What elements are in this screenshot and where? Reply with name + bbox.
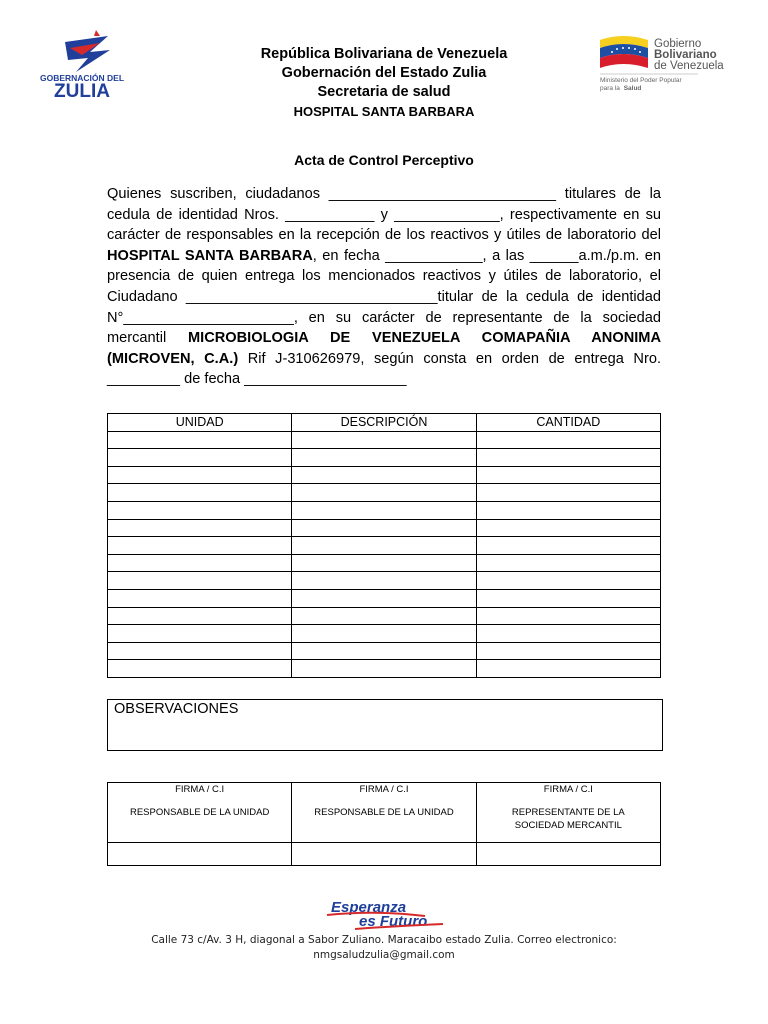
body-text-part1: Quienes suscriben, ciudadanos ____________________________ titulares de la cedula de identidad Nros. ___________ y _____________, respectivamente en su carácter de responsables en la recepción de los reactivos y útiles de laboratorio del [107, 186, 661, 244]
table-cell[interactable] [292, 589, 476, 607]
table-cell[interactable] [476, 642, 660, 660]
header-descripcion: DESCRIPCIÓN [292, 414, 476, 432]
items-body [108, 431, 661, 677]
table-cell[interactable] [476, 572, 660, 590]
body-company-name: MICROBIOLOGIA DE VENEZUELA COMAPAÑIA ANONIMA (MICROVEN, C.A.) [107, 330, 661, 367]
signature-role-label: RESPONSABLE DE LA UNIDAD [314, 807, 454, 818]
footer-address [0, 933, 768, 963]
footer-logo-line1: Esperanza [331, 899, 407, 916]
table-row [108, 625, 661, 643]
table-cell[interactable] [108, 554, 292, 572]
table-row [108, 660, 661, 678]
table-cell[interactable] [108, 607, 292, 625]
table-row [108, 572, 661, 590]
signature-role-label: RESPONSABLE DE LA UNIDAD [129, 807, 270, 818]
table-cell[interactable] [476, 607, 660, 625]
table-cell[interactable] [476, 554, 660, 572]
table-cell[interactable] [292, 642, 476, 660]
table-cell[interactable] [476, 660, 660, 678]
logo-right-line2: Bolivariano [654, 49, 717, 61]
body-hospital-name: HOSPITAL SANTA BARBARA [107, 247, 313, 264]
table-row [108, 607, 661, 625]
table-cell[interactable] [108, 537, 292, 555]
table-cell[interactable] [108, 484, 292, 502]
footer-email: nmgsaludzulia@gmail.com [313, 949, 455, 961]
venezuela-flag-icon [600, 36, 648, 68]
footer-logo-line2: es Futuro [359, 913, 428, 930]
table-cell[interactable] [476, 519, 660, 537]
signature-blank-row [108, 843, 661, 866]
table-cell[interactable] [108, 449, 292, 467]
table-row [108, 501, 661, 519]
table-cell[interactable] [476, 431, 660, 449]
esperanza-futuro-logo [325, 896, 447, 932]
table-cell[interactable] [292, 501, 476, 519]
table-cell[interactable] [108, 625, 292, 643]
signature-cell-1 [108, 783, 292, 843]
logo-right-line6: Salud [623, 85, 642, 92]
signature-space[interactable] [292, 843, 476, 866]
signature-space[interactable] [108, 843, 292, 866]
table-cell[interactable] [292, 519, 476, 537]
gobernacion-zulia-logo [30, 28, 135, 100]
table-cell[interactable] [108, 431, 292, 449]
table-cell[interactable] [476, 501, 660, 519]
table-row [108, 484, 661, 502]
header-gobernacion: Gobernación del Estado Zulia [281, 65, 487, 81]
header-cantidad: CANTIDAD [476, 414, 660, 432]
signature-label-row [108, 783, 661, 843]
table-cell[interactable] [292, 572, 476, 590]
observations-box[interactable] [107, 699, 663, 751]
observations-label: OBSERVACIONES [114, 701, 239, 717]
svg-text:para la Salud [600, 85, 641, 92]
signature-firma-label: FIRMA / C.I [359, 784, 409, 795]
table-cell[interactable] [292, 466, 476, 484]
items-header-row [108, 414, 661, 432]
document-title: Acta de Control Perceptivo [294, 152, 474, 168]
table-cell[interactable] [292, 449, 476, 467]
items-table [107, 413, 661, 678]
table-cell[interactable] [476, 466, 660, 484]
table-cell[interactable] [108, 589, 292, 607]
signature-space[interactable] [476, 843, 660, 866]
gobierno-bolivariano-logo [598, 32, 758, 94]
signatures-table [107, 782, 661, 866]
table-cell[interactable] [292, 537, 476, 555]
table-row [108, 554, 661, 572]
logo-right-line3: de Venezuela [654, 60, 724, 72]
header-unidad: UNIDAD [108, 414, 292, 432]
signature-firma-label: FIRMA / C.I [175, 784, 225, 795]
body-text-part3: Rif J-310626979, según consta en orden de entrega Nro. _________ de fecha ____________________ [107, 350, 662, 388]
header-secretaria: Secretaria de salud [317, 84, 451, 100]
body-text-part2: , en fecha ____________, a las ______a.m./p.m. en presencia de quien entrega los mencionados reactivos y útiles de laboratorio, el Ciudadano _______________________________titular de la cedula de identidad N°_____________________, en su carácter de representante de la sociedad mercantil [107, 247, 661, 347]
signature-role-label: REPRESENTANTE DE LA SOCIEDAD MERCANTIL [511, 807, 625, 831]
footer-address-line: Calle 73 c/Av. 3 H, diagonal a Sabor Zuliano. Maracaibo estado Zulia. Correo electronico: [151, 934, 617, 946]
table-cell[interactable] [292, 625, 476, 643]
body-paragraph [107, 184, 661, 390]
table-row [108, 431, 661, 449]
table-row [108, 519, 661, 537]
table-cell[interactable] [476, 589, 660, 607]
logo-right-line1: Gobierno [654, 38, 702, 50]
header-republica: República Bolivariana de Venezuela [260, 46, 508, 62]
logo-left-line2: ZULIA [54, 81, 110, 100]
table-cell[interactable] [292, 660, 476, 678]
table-cell[interactable] [476, 625, 660, 643]
table-cell[interactable] [108, 642, 292, 660]
table-cell[interactable] [108, 660, 292, 678]
table-row [108, 466, 661, 484]
table-row [108, 537, 661, 555]
table-cell[interactable] [108, 519, 292, 537]
document-header [200, 45, 568, 121]
header-hospital: HOSPITAL SANTA BARBARA [293, 104, 475, 119]
table-cell[interactable] [476, 484, 660, 502]
table-cell[interactable] [108, 466, 292, 484]
table-row [108, 589, 661, 607]
logo-right-line4: Ministerio del Poder Popular [600, 77, 682, 84]
table-cell[interactable] [476, 449, 660, 467]
table-row [108, 449, 661, 467]
table-cell[interactable] [292, 431, 476, 449]
table-cell[interactable] [476, 537, 660, 555]
logo-right-line5: para la [600, 85, 620, 92]
table-cell[interactable] [292, 554, 476, 572]
table-row [108, 642, 661, 660]
zulia-star-icon [65, 30, 110, 72]
signature-cell-3 [476, 783, 660, 843]
table-cell[interactable] [292, 607, 476, 625]
signature-cell-2 [292, 783, 476, 843]
signature-firma-label: FIRMA / C.I [543, 784, 593, 795]
table-cell[interactable] [292, 484, 476, 502]
table-cell[interactable] [108, 501, 292, 519]
table-cell[interactable] [108, 572, 292, 590]
logo-left-line1: GOBERNACIÓN DEL [39, 73, 125, 83]
